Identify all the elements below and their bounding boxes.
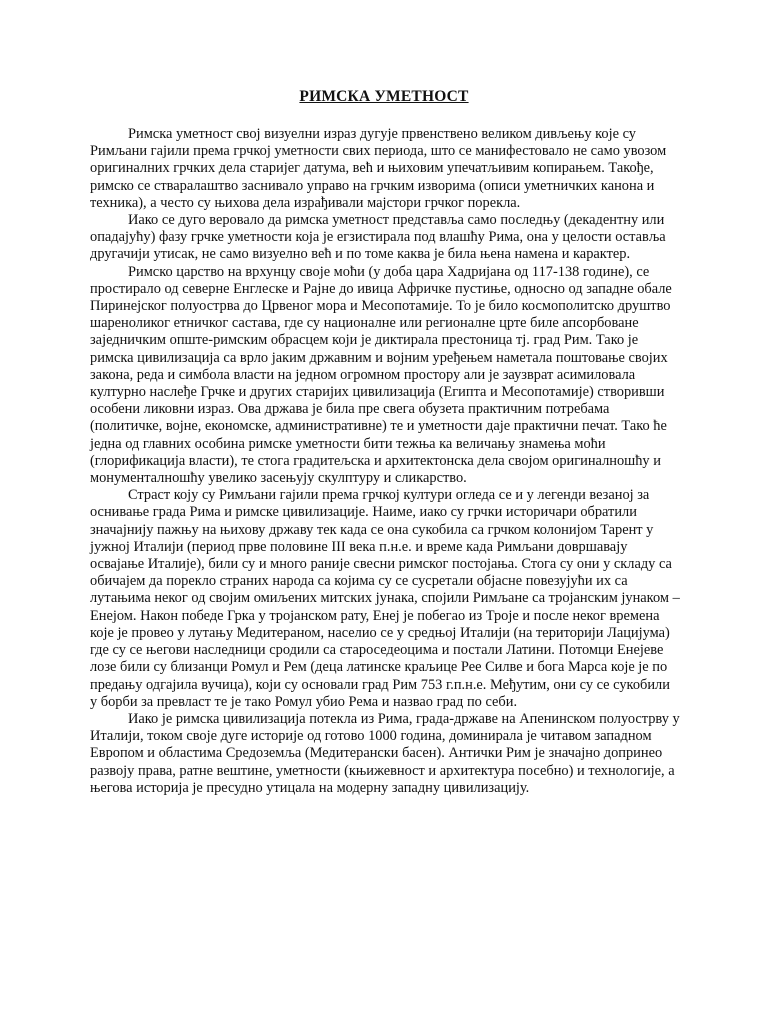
paragraph-1: Римска уметност свој визуелни израз дугује првенствено великом дивљењу које су Римљани гајили према грчкој уметности свих периода, што се манифестовало не само увозом оригиналних грчких дела старијег датума, већ и њиховим упечатљивим копирањем. Такође, римско се стваралаштво заснивало управо на грчким изворима (описи уметничких канона и техника), а често су њихова дела израђивали мајстори грчког порекла. (90, 126, 667, 211)
paragraph-2: Иако се дуго веровало да римска уметност представља само последњу (декадентну или опадајућу) фазу грчке уметности која је егзистирала под влашћу Рима, она у целости оставља другачији утисак, не само визуелно већ и по томе каква је била њена намена и карактер. (90, 212, 666, 263)
document-body (90, 126, 680, 797)
document-title: РИМСКА УМЕТНОСТ (299, 88, 469, 105)
paragraph-5: Иако је римска цивилизација потекла из Рима, града-државе на Апенинском полуострву у Италији, током своје дуге историје од готово 1000 година, доминирала је читавом западном Европом и областима Средоземља (Медитерански басен). Антички Рим је значајно допринео развоју права, ратне вештине, уметности (књижевност и архитектура посебно) и технологије, а његова историја је пресудно утицала на модерну западну цивилизацију. (90, 710, 680, 796)
paragraph-3: Римско царство на врхунцу своје моћи (у доба цара Хадријана од 117-138 године), се простирало од северне Енглеске и Рајне до ивица Афричке пустиње, односно од западне обале Пиринејског полуострва до Црвеног мора и Месопотамије. То је било космополитско друштво шареноликог етничког састава, где су националне или регионалне црте биле апсорбоване заједничким опште-римским обрасцем који је диктирала престоница тј. град Рим. Тако је римска цивилизација са врло јаким државним и војним уређењем наметала поштовање својих закона, реда и симбола власти на једном огромном простору али је заузврат асимиловала културно наслеђе Грчке и других старијих цивилизација (Египта и Месопотамије) створивши особени ликовни израз. Ова држава је била пре свега обузета практичним потребама (политичке, војне, економске, административне) те и уметности даје практични печат. Тако ће једна од главних особина римске уметности бити тежња ка величању знамења моћи (глорификација власти), те стога градитељска и архитектонска дела својом оригиналношћу и монументалношћу увелико засењују скулптуру и сликарство. (90, 263, 672, 487)
paragraph-4: Страст коју су Римљани гајили према грчкој култури огледа се и у легенди везаној за оснивање града Рима и римске цивилизације. Наиме, иако су грчки историчари обратили значајнију пажњу на њихову државу тек када се она сукобила са грчком колонијом Тарент у јужној Италији (период прве половине III века п.н.е. и време када Римљани довршавају освајање Италије), били су и много раније свесни римског постојања. Стога су они у складу са обичајем да порекло страних народа са којима су се сусретали објасне повезујући их са лутањима неког од својим омиљених митских јунака, спојили Римљане са тројанским јунаком – Енејом. Након победе Грка у тројанском рату, Енеј је побегао из Троје и после неког времена које је провео у лутању Медитераном, населио се у средњој Италији (на територији Лацијума) где су се његови наследници сродили са староседеоцима и постали Латини. Потомци Енејеве лозе били су близанци Ромул и Рем (деца латинске краљице Рее Силве и бога Марса које је по предању одгајила вучица), који су основали град Рим 753 г.п.н.е. Међутим, они су се сукобили у борби за превласт те је тако Ромул убио Рема и назвао град по себи. (90, 487, 680, 710)
